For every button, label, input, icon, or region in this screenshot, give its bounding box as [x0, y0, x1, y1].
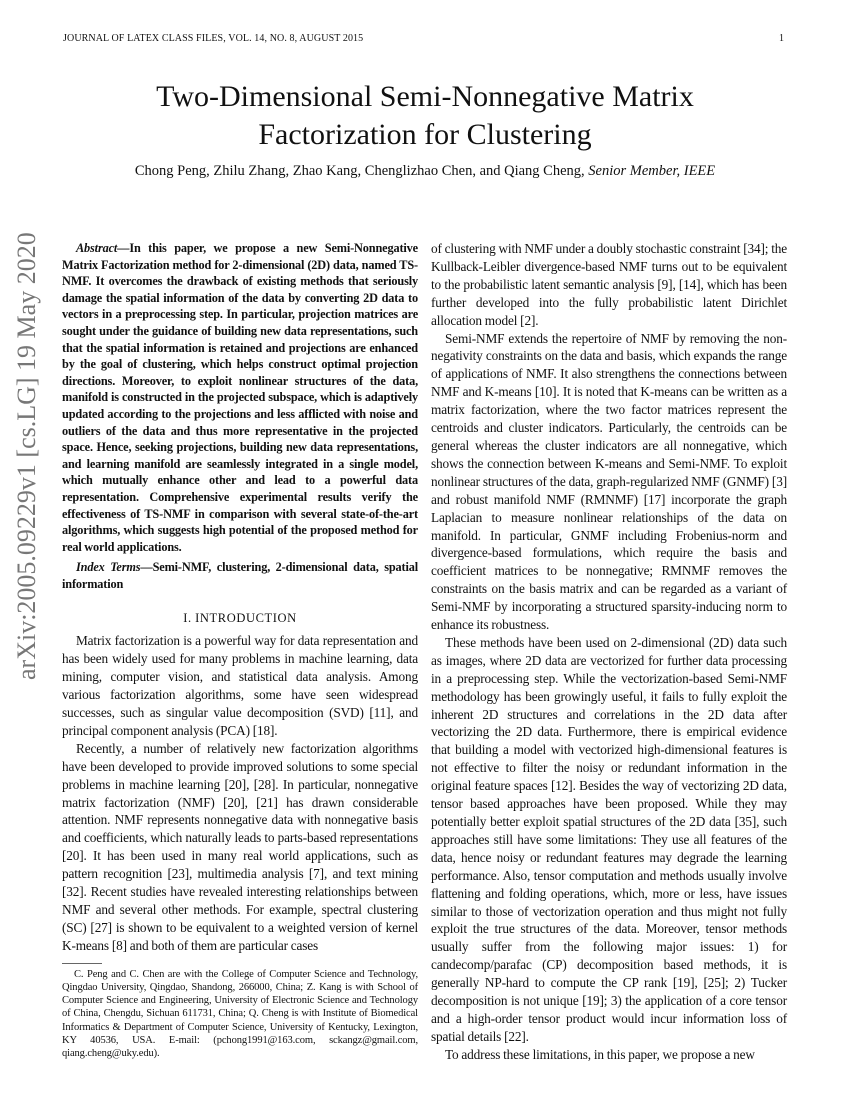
running-header: JOURNAL OF LATEX CLASS FILES, VOL. 14, NO. 8, AUGUST 2015 — [63, 33, 364, 44]
abstract — [62, 240, 418, 555]
page-number: 1 — [779, 33, 784, 44]
index-terms-text: —Semi-NMF, clustering, 2-dimensional data, spatial information — [62, 560, 418, 591]
paragraph: To address these limitations, in this paper, we propose a new — [445, 1046, 755, 1062]
paragraph: These methods have been used on 2-dimensional (2D) data such as images, where 2D data are vectorized for further data processing in a preprocessing step. While the vectorization-based Semi-NMF methodology has been growingly useful, it fails to fully exploit the inherent 2D structures and correlations in the 2D data after vectorizing the 2D data. Furthermore, there is empirical evidence that building a model with vectorized high-dimensional features is not effective to filter the noisy or redundant information in the original feature spaces [12]. Besides the way of vectorizing 2D data, tensor based approaches have been proposed. While they may potentially better exploit spatial structures of the 2D data [35], such approaches still have some limitations: They use all features of the data, hence noisy or redundant features may degrade the learning performance. Also, tensor computation and methods usually involve flattening and folding operations, which, more or less, have issues similar to those of vectorization operation and thus might not fully exploit the true structures of the data. Moreover, tensor methods usually suffer from the following major issues: 1) for candecomp/parafac (CP) decomposition based methods, it is generally NP-hard to compute the CP rank [19], [25]; 2) Tucker decomposition is not unique [19]; 3) the application of a core tensor and a high-order tensor product would incur information loss of spatial details [22]. — [431, 634, 787, 1044]
paper-title — [0, 78, 850, 154]
paragraph: of clustering with NMF under a doubly stochastic constraint [34]; the Kullback-Leibler divergence-based NMF turns out to be equivalent to the probabilistic latent semantic analysis [9], [14], which has been further developed into the fully probabilistic latent Dirichlet allocation model [2]. — [431, 241, 787, 328]
right-column — [431, 240, 787, 1064]
section-heading: I. INTRODUCTION — [183, 611, 297, 626]
author-list — [0, 163, 850, 180]
footnote-rule — [62, 963, 102, 964]
footnote-text: C. Peng and C. Chen are with the College of Computer Science and Technology, Qingdao University, Qingdao, Shandong, 266000, China; Z. Kang is with School of Computer Science and Engineering, University of Electronic Science and Technology of China, Chengdu, Sichuan 611731, China; Q. Cheng is with Institute of Biomedical Informatics & Department of Computer Science, University of Kentucky, Lexington, KY 40536, USA. E-mail: (pchong1991@163.com, sckangz@gmail.com, qiang.cheng@uky.edu). — [62, 968, 418, 1059]
index-terms-label: Index Terms — [76, 560, 141, 575]
title-text: Two-Dimensional Semi-Nonnegative Matrix Factorization for Clustering — [156, 80, 694, 151]
abstract-label: Abstract — [76, 241, 118, 255]
left-column — [62, 240, 418, 1060]
paragraph: Recently, a number of relatively new factorization algorithms have been developed to provide improved solutions to some special problems in machine learning [20], [28]. In particular, nonnegative matrix factorization (NMF) [20], [21] has drawn considerable attention. NMF represents nonnegative data with nonnegative basis and coefficients, which naturally leads to parts-based representations [20]. It has been used in many real world applications, such as pattern recognition [23], multimedia analysis [7], and text mining [32]. Recent studies have revealed interesting relationships between NMF and several other methods. For example, spectral clustering (SC) [27] is shown to be equivalent to a weighted version of kernel K-means [8] and both of them are particular cases — [62, 740, 418, 953]
footnote — [62, 968, 418, 1060]
paragraph: Matrix factorization is a powerful way for data representation and has been widely used for many problems in machine learning, data mining, computer vision, and statistical data analysis. Among various factorization algorithms, some have seen widespread successes, such as singular value decomposition (SVD) [11], and principal component analysis (PCA) [18]. — [62, 633, 418, 738]
abstract-text: —In this paper, we propose a new Semi-Nonnegative Matrix Factorization method for 2-dimensional (2D) data, named TS-NMF. It overcomes the drawback of existing methods that seriously damage the spatial information of the data by converting 2D data to vectors in a preprocessing step. In particular, projection matrices are sought under the guidance of building new data representations, such that the spatial information is retained and projections are enhanced by the goal of clustering, which helps construct optimal projection directions. Moreover, to exploit nonlinear structures of the data, manifold is constructed in the projected subspace, which is adaptively updated according to the projections and less afflicted with noise and outliers of the data and thus more representative in the projected space. Hence, seeking projections, building new data representations, and learning manifold are seamlessly integrated in a single model, which mutually enhance other and lead to a powerful data representation. Comprehensive experimental results verify the effectiveness of TS-NMF in comparison with several state-of-the-art algorithms, which suggests high potential of the proposed method for real world applications. — [62, 241, 418, 554]
index-terms — [62, 559, 418, 592]
author-suffix: Senior Member, IEEE — [588, 163, 716, 179]
arxiv-stamp: arXiv:2005.09229v1 [cs.LG] 19 May 2020 — [12, 232, 41, 680]
paragraph: Semi-NMF extends the repertoire of NMF by removing the non-negativity constraints on the data and basis, which expands the range of applications of NMF. It also strengthens the connections between NMF and K-means [10]. It is noted that K-means can be written as a matrix factorization, where the two factor matrices represent the centroids and cluster indicators. Particularly, the centroids can be general whereas the cluster indicators are all nonnegative, which shows the connection between K-means and Semi-NMF. To exploit nonlinear structures of the data, graph-regularized NMF (GNMF) [3] and robust manifold NMF (RMNMF) [17] incorporate the graph Laplacian to measure nonlinear relationships of the data on manifold. In particular, GNMF including Frobenius-norm and divergence-based formulations, which require the basis and coefficient matrices to be nonnegative; RMNMF removes the constraints on the basis matrix and can be regarded as a variant of Semi-NMF by incorporating a structured sparsity-inducing norm to enhance its robustness. — [431, 330, 787, 633]
authors-text: Chong Peng, Zhilu Zhang, Zhao Kang, Chenglizhao Chen, and Qiang Cheng, — [134, 163, 585, 179]
